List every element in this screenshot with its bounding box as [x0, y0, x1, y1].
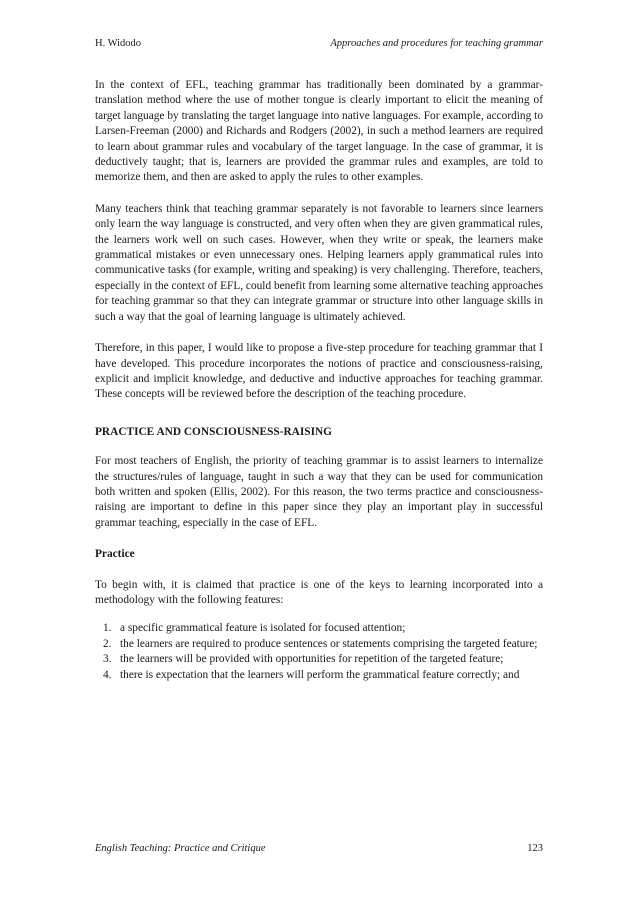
running-header [95, 38, 543, 49]
paragraph-proposal: Therefore, in this paper, I would like to propose a five-step procedure for teaching grammar that I have developed. This procedure incorporates the notions of practice and consciousness-raising, explicit and implicit knowledge, and deductive and inductive approaches for teaching grammar. These concepts will be reviewed before the description of the teaching procedure. [95, 342, 543, 401]
header-running-title: Approaches and procedures for teaching grammar [330, 38, 543, 49]
list-item-text: there is expectation that the learners will perform the grammatical feature correctly; and [120, 668, 520, 681]
list-item-number: 1. [103, 622, 112, 635]
subsection-heading: Practice [95, 548, 135, 561]
body-text [95, 78, 543, 683]
list-item [95, 637, 543, 652]
list-item [95, 668, 543, 683]
paragraph-section: For most teachers of English, the priority of teaching grammar is to assist learners to internalize the structures/rules of language, taught in such a way that they can be used for communication both written and spoken (Ellis, 2002). For this reason, the two terms practice and consciousness-raising are important to define in this paper since they play an important play in successful grammar teaching, especially in the case of EFL. [95, 455, 543, 529]
list-item-number: 3. [103, 653, 112, 666]
list-item-number: 2. [103, 637, 112, 650]
paragraph-intro: In the context of EFL, teaching grammar has traditionally been dominated by a grammar-translation method where the use of mother tongue is clearly important to elicit the meaning of target language by translating the target language into native languages. For example, according to Larsen-Freeman (2000) and Richards and Rodgers (2002), in such a method learners are required to learn about grammar rules and vocabulary of the target language. In the case of grammar, it is deductively taught; that is, learners are provided the grammar rules and examples, are told to memorize them, and then are asked to apply the rules to other examples. [95, 79, 543, 184]
list-item [95, 621, 543, 636]
list-item-number: 4. [103, 668, 112, 681]
list-item-text: the learners are required to produce sentences or statements comprising the targeted feature; [120, 637, 538, 650]
footer-journal: English Teaching: Practice and Critique [95, 843, 266, 854]
list-item [95, 652, 543, 667]
footer-page-number: 123 [527, 843, 543, 854]
paragraph-teachers: Many teachers think that teaching grammar separately is not favorable to learners since learners only learn the way language is constructed, and very often when they are given grammatical rules, the learners work well on such cases. However, when they write or speak, the learners make grammatical mistakes or even unnecessary ones. Helping learners apply grammatical rules into communicative tasks (for example, writing and speaking) is very challenging. Therefore, teachers, especially in the context of EFL, could benefit from learning some alternative teaching approaches for teaching grammar so that they can integrate grammar or structure into other language skills in such a way that the goal of learning language is ultimately achieved. [95, 202, 543, 323]
list-item-text: a specific grammatical feature is isolated for focused attention; [120, 622, 406, 635]
list-item-text: the learners will be provided with opportunities for repetition of the targeted feature; [120, 653, 504, 666]
header-author: H. Widodo [95, 38, 142, 49]
paragraph-practice-intro: To begin with, it is claimed that practice is one of the keys to learning incorporated into a methodology with the following features: [95, 578, 543, 606]
feature-list [95, 621, 543, 683]
section-heading: PRACTICE AND CONSCIOUSNESS-RAISING [95, 425, 333, 438]
feature-list-wrapper [95, 621, 543, 683]
running-footer [95, 843, 543, 854]
